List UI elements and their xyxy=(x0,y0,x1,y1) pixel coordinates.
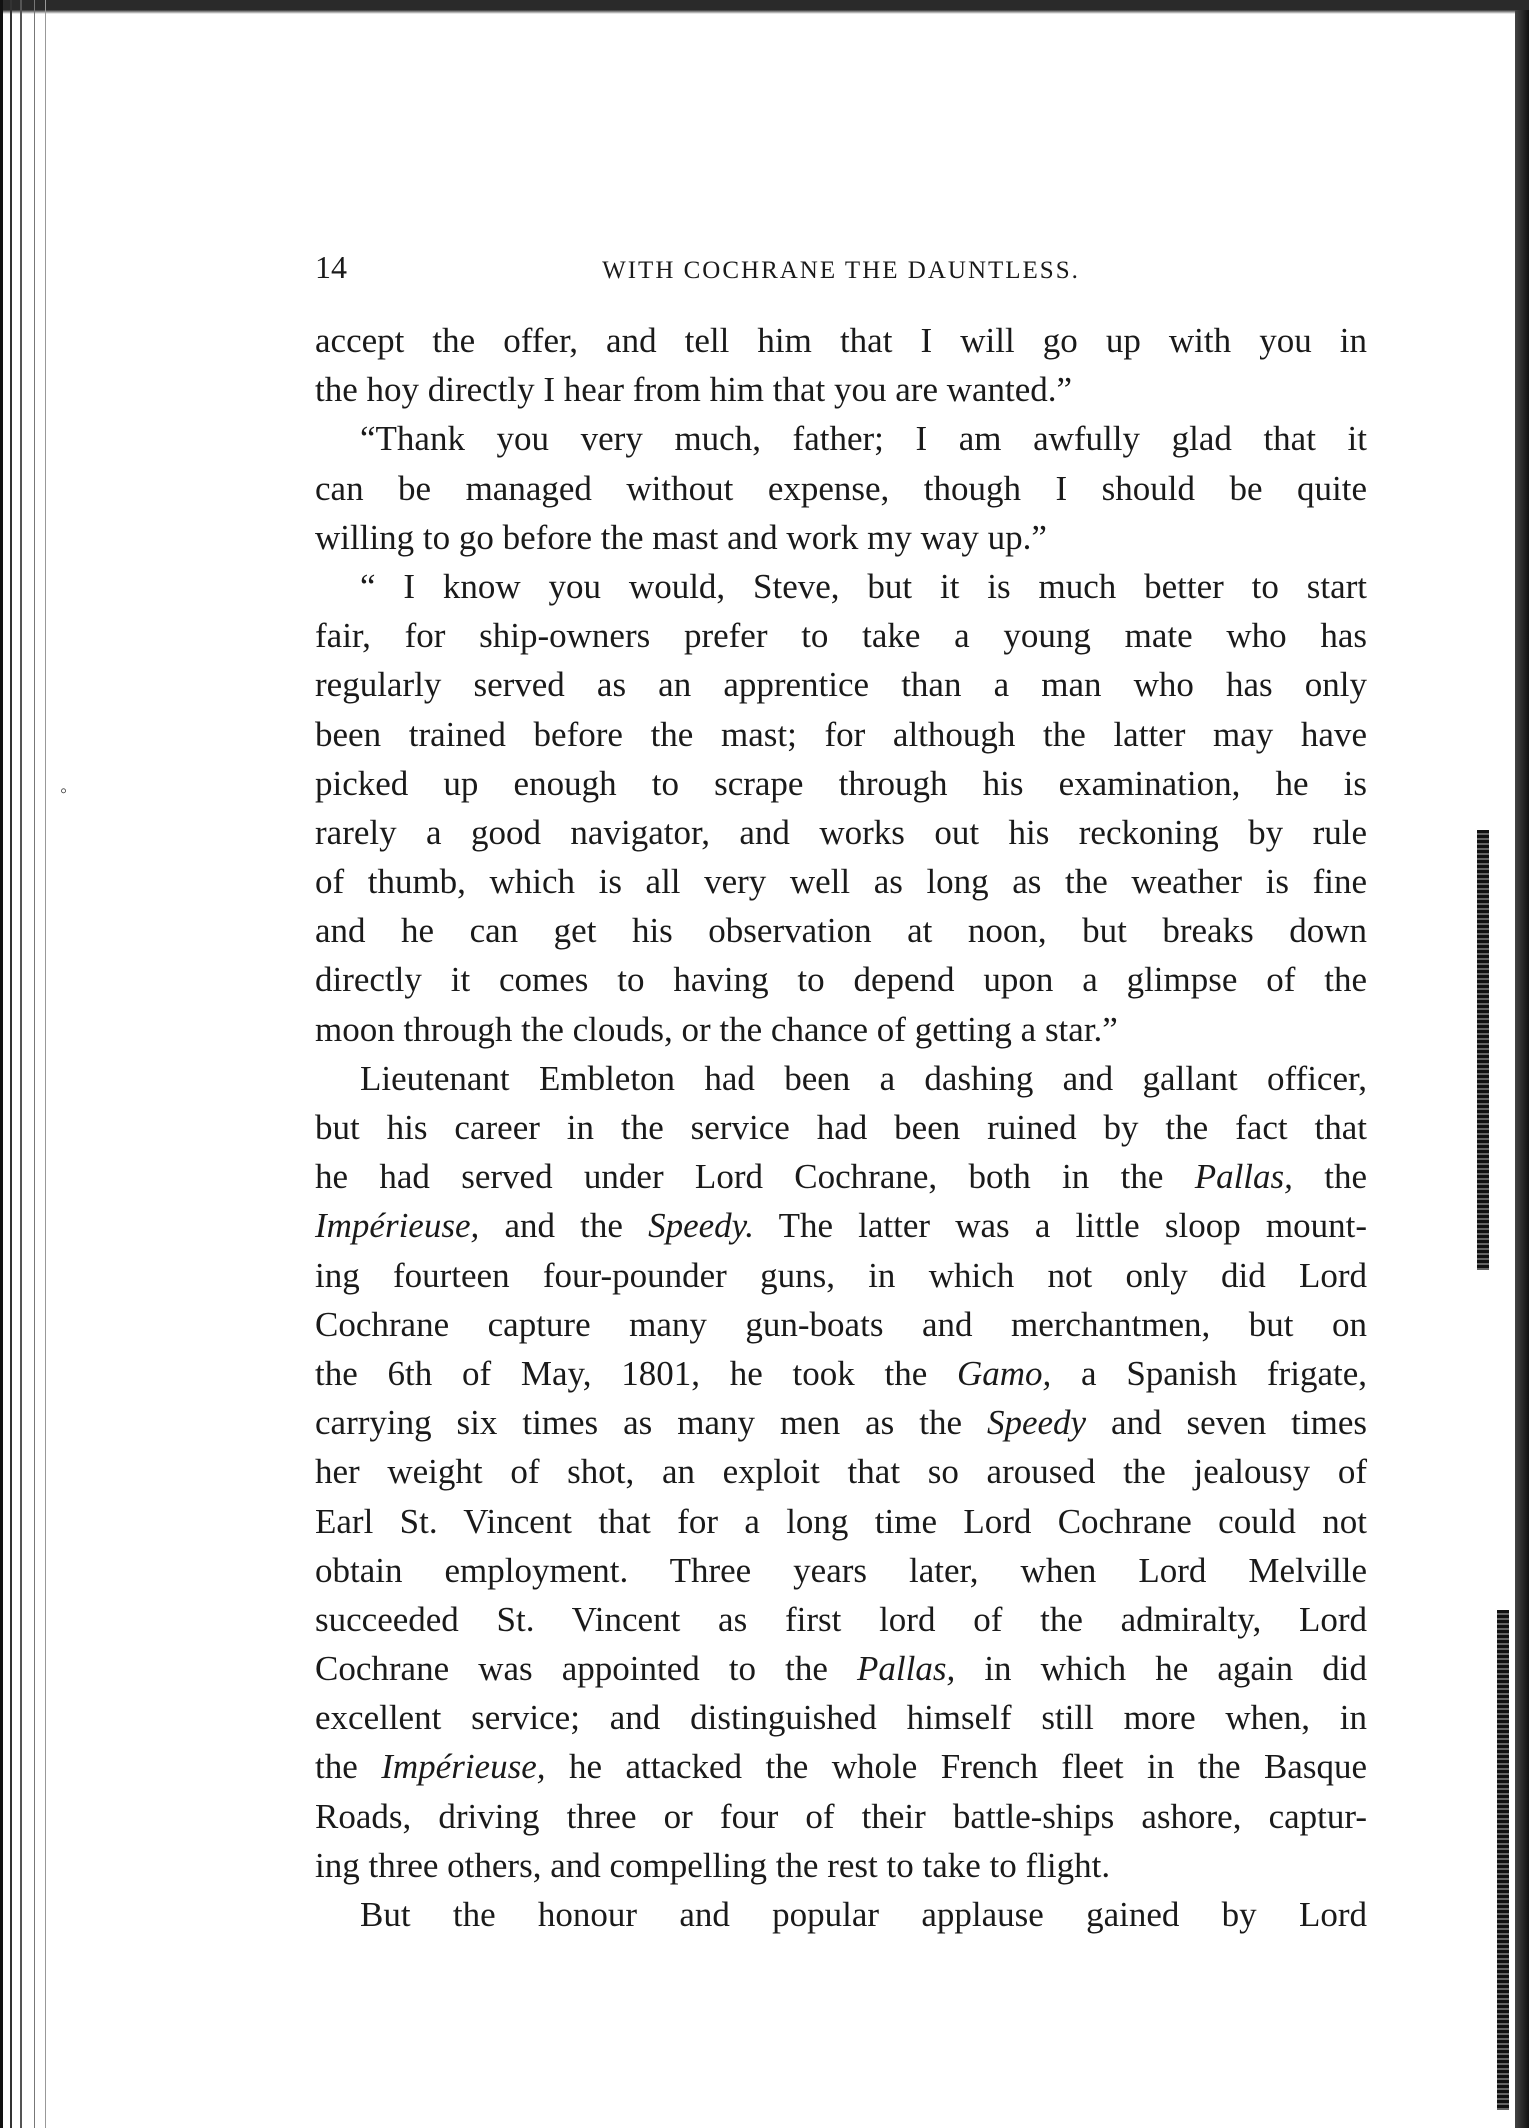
text-line: Cochrane capture many gun-boats and merchantmen, but on xyxy=(315,1304,1367,1344)
scan-edge-shadow xyxy=(1477,830,1489,1270)
text-line: regularly served as an apprentice than a man who has only xyxy=(315,665,1367,705)
text-line: ing three others, and compelling the rest to take to flight. xyxy=(315,1845,1111,1885)
running-title: WITH COCHRANE THE DAUNTLESS. xyxy=(602,257,1080,284)
ship-name: Speedy xyxy=(986,1403,1087,1443)
scan-edge-shadow xyxy=(1497,1610,1509,2110)
text-line: But the honour and popular applause gained by Lord xyxy=(360,1895,1367,1934)
page-header xyxy=(315,249,1367,299)
text-line: willing to go before the mast and work my way up.” xyxy=(315,517,1047,557)
text-line: her weight of shot, an exploit that so aroused the jealousy of xyxy=(315,1452,1367,1492)
scan-left-binding-edge xyxy=(0,0,52,2128)
text-line: rarely a good navigator, and works out his reckoning by rule xyxy=(315,812,1367,852)
text-line: “ I know you would, Steve, but it is much better to start xyxy=(360,566,1367,606)
text-line: can be managed without expense, though I should be quite xyxy=(315,468,1367,508)
text-line: Lieutenant Embleton had been a dashing and gallant officer, xyxy=(360,1058,1367,1098)
text-line: fair, for ship-owners prefer to take a young mate who has xyxy=(315,616,1367,656)
text-line: Impérieuse, and the Speedy. The latter was a little sloop mount- xyxy=(315,1206,1368,1246)
ship-name: Pallas, xyxy=(1194,1157,1293,1197)
text-line: been trained before the mast; for although the latter may have xyxy=(315,714,1367,754)
text-line: Cochrane was appointed to the Pallas, in which he again did xyxy=(315,1649,1367,1689)
text-line: moon through the clouds, or the chance of getting a star.” xyxy=(315,1009,1118,1049)
scan-top-rule xyxy=(0,0,1529,14)
text-line: and he can get his observation at noon, but breaks down xyxy=(315,911,1367,951)
text-line: directly it comes to having to depend upon a glimpse of the xyxy=(315,960,1367,1000)
ship-name: Impérieuse, xyxy=(315,1206,480,1246)
ship-name: Pallas, xyxy=(857,1649,956,1689)
text-line: the 6th of May, 1801, he took the Gamo, a Spanish frigate, xyxy=(315,1353,1367,1393)
text-line: ing fourteen four-pounder guns, in which not only did Lord xyxy=(315,1255,1367,1295)
text-line: he had served under Lord Cochrane, both in the Pallas, the xyxy=(315,1157,1367,1197)
text-line: of thumb, which is all very well as long as the weather is fine xyxy=(315,862,1367,902)
text-line: the hoy directly I hear from him that you are wanted.” xyxy=(315,370,1073,410)
text-line: accept the offer, and tell him that I will go up with you in xyxy=(315,321,1367,360)
text-line: Roads, driving three or four of their battle-ships ashore, captur- xyxy=(315,1796,1367,1836)
scan-right-page-edge xyxy=(1515,10,1529,2128)
text-line: but his career in the service had been ruined by the fact that xyxy=(315,1108,1367,1147)
ship-name: Gamo, xyxy=(956,1353,1052,1393)
text-line: “Thank you very much, father; I am awfully glad that it xyxy=(360,419,1367,459)
text-line: carrying six times as many men as the Speedy and seven times xyxy=(315,1403,1367,1443)
body-text xyxy=(315,316,1367,1939)
text-line: obtain employment. Three years later, when Lord Melville xyxy=(315,1550,1367,1590)
text-line: succeeded St. Vincent as first lord of the admiralty, Lord xyxy=(315,1599,1367,1639)
page-number: 14 xyxy=(315,249,347,285)
text-line: the Impérieuse, he attacked the whole French fleet in the Basque xyxy=(315,1747,1368,1787)
text-line: Earl St. Vincent that for a long time Lord Cochrane could not xyxy=(315,1501,1367,1541)
scan-speck: ◦ xyxy=(60,780,68,802)
text-line: picked up enough to scrape through his examination, he is xyxy=(315,763,1367,803)
text-line: excellent service; and distinguished himself still more when, in xyxy=(315,1698,1367,1738)
ship-name: Speedy. xyxy=(648,1206,755,1246)
ship-name: Impérieuse, xyxy=(381,1747,546,1787)
